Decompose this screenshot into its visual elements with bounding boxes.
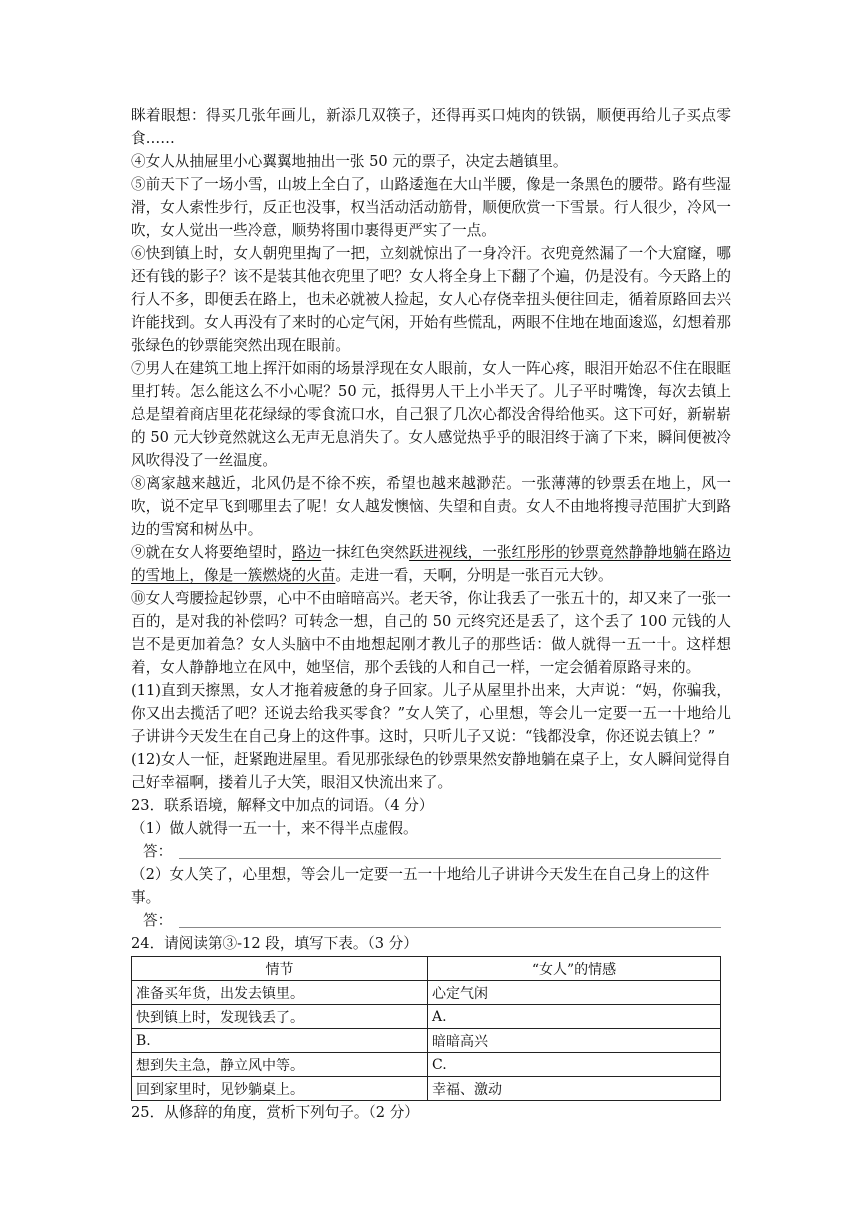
table-header-emotion: “女人”的情感 (428, 957, 721, 981)
paragraph-3-continued: 眯着眼想：得买几张年画儿，新添几双筷子，还得再买口炖肉的铁锅，顺便再给儿子买点零食…… (131, 107, 731, 147)
table-cell-blank-c[interactable]: C. (428, 1053, 721, 1077)
paragraph-6: ⑥快到镇上时，女人朝兜里掏了一把，立刻就惊出了一身冷汗。衣兜竟然漏了一个大窟窿，哪还有钱的影子？该不是装其他衣兜里了吧？女人将全身上下翻了个遍，仍是没有。今天路上的行人不多，即便丢在路上，也未必就被人捡起，女人心存侥幸扭头便往回走，循着原路回去兴许能找到。女人再没有了来时的心定气闲，开始有些慌乱，两眼不住地在地面逡巡，幻想着那张绿色的钞票能突然出现在眼前。 (131, 245, 731, 354)
answer-line[interactable] (179, 927, 721, 928)
question-24: 24．请阅读第③-12 段，填写下表。（3 分） (131, 935, 418, 952)
table-cell: 心定气闲 (428, 981, 721, 1005)
table-cell-blank-b[interactable]: B. (132, 1029, 428, 1053)
p9-underlined-a: 路边 (291, 544, 322, 561)
plot-emotion-table (131, 956, 721, 1101)
table-cell: 回到家里时，见钞躺桌上。 (132, 1077, 428, 1101)
answer-label: 答： (143, 843, 173, 860)
table-cell-blank-a[interactable]: A. (428, 1005, 721, 1029)
paragraph-12: (12)女人一怔，赶紧跑进屋里。看见那张绿色的钞票果然安静地躺在桌子上，女人瞬间觉得自己好幸福啊，搂着儿子大笑，眼泪又快流出来了。 (131, 751, 731, 791)
answer-label: 答： (143, 912, 173, 929)
table-cell: 暗暗高兴 (428, 1029, 721, 1053)
question-25: 25．从修辞的角度，赏析下列句子。（2 分） (131, 1104, 419, 1121)
table-cell: 想到失主急，静立风中等。 (132, 1053, 428, 1077)
p9-underlined-b: 跃进视线，一张红彤彤的钞票竟然静静地躺在路边的雪地上，像是一簇燃烧的火苗 (131, 544, 731, 584)
answer-line[interactable] (179, 858, 721, 859)
question-23-2: （2）女人笑了，心里想，等会儿一定要一五一十地给儿子讲讲今天发生在自己身上的这件事。 (131, 866, 710, 906)
paragraph-5: ⑤前天下了一场小雪，山坡上全白了，山路逶迤在大山半腰，像是一条黑色的腰带。路有些湿滑，女人索性步行，反正也没事，权当活动活动筋骨，顺便欣赏一下雪景。行人很少，冷风一吹，女人觉出一些冷意，顺势将围巾裹得更严实了一点。 (131, 176, 731, 239)
p9-text-c: 。走进一看，天啊，分明是一张百元大钞。 (335, 567, 613, 584)
paragraph-7: ⑦男人在建筑工地上挥汗如雨的场景浮现在女人眼前，女人一阵心疼，眼泪开始忍不住在眼眶里打转。怎么能这么不小心呢？50 元，抵得男人干上小半天了。儿子平时嘴馋，每次去镇上总是望着商店里花花绿绿的零食流口水，自己狠了几次心都没舍得给他买。这下可好，新崭崭的 50 元大钞竟然就这么无声无息消失了。女人感觉热乎乎的眼泪终于滴了下来，瞬间便被冷风吹得没了一丝温度。 (131, 360, 731, 469)
answer-23-2 (143, 909, 731, 932)
table-header-row (132, 957, 721, 981)
question-23: 23．联系语境，解释文中加点的词语。（4 分） (131, 797, 434, 814)
document-page (131, 104, 731, 1124)
p9-text-a: ⑨就在女人将要绝望时， (131, 544, 292, 561)
paragraph-4: ④女人从抽屉里小心翼翼地抽出一张 50 元的票子，决定去趟镇里。 (131, 153, 568, 170)
table-row (132, 1053, 721, 1077)
p9-text-b: 一抹红色突然 (321, 544, 410, 561)
table-cell: 快到镇上时，发现钱丢了。 (132, 1005, 428, 1029)
paragraph-9 (131, 541, 731, 587)
table-cell: 幸福、激动 (428, 1077, 721, 1101)
question-23-1: （1）做人就得一五一十，来不得半点虚假。 (131, 820, 418, 837)
answer-23-1 (143, 840, 731, 863)
table-row (132, 1029, 721, 1053)
table-row (132, 981, 721, 1005)
table-header-plot: 情节 (132, 957, 428, 981)
paragraph-10: ⑩女人弯腰捡起钞票，心中不由暗暗高兴。老天爷，你让我丢了一张五十的，却又来了一张一百的，是对我的补偿吗？可转念一想，自己的 50 元终究还是丢了，这个丢了 100 元钱的人岂不是更加着急？女人头脑中不由地想起刚才教儿子的那些话：做人就得一五一十。这样想着，女人静静地立在风中，她坚信，那个丢钱的人和自己一样，一定会循着原路寻来的。 (131, 590, 731, 676)
table-row (132, 1077, 721, 1101)
paragraph-8: ⑧离家越来越近，北风仍是不徐不疾，希望也越来越渺茫。一张薄薄的钞票丢在地上，风一吹，说不定早飞到哪里去了呢！女人越发懊恼、失望和自责。女人不由地将搜寻范围扩大到路边的雪窝和树丛中。 (131, 475, 731, 538)
table-row (132, 1005, 721, 1029)
table-cell: 准备买年货，出发去镇里。 (132, 981, 428, 1005)
paragraph-11: (11)直到天擦黑，女人才拖着疲惫的身子回家。儿子从屋里扑出来，大声说：“妈，你骗我，你又出去揽活了吧？还说去给我买零食？”女人笑了，心里想，等会儿一定要一五一十地给儿子讲讲今天发生在自己身上的这件事。这时，只听儿子又说：“钱都没拿，你还说去镇上？” (131, 682, 731, 745)
